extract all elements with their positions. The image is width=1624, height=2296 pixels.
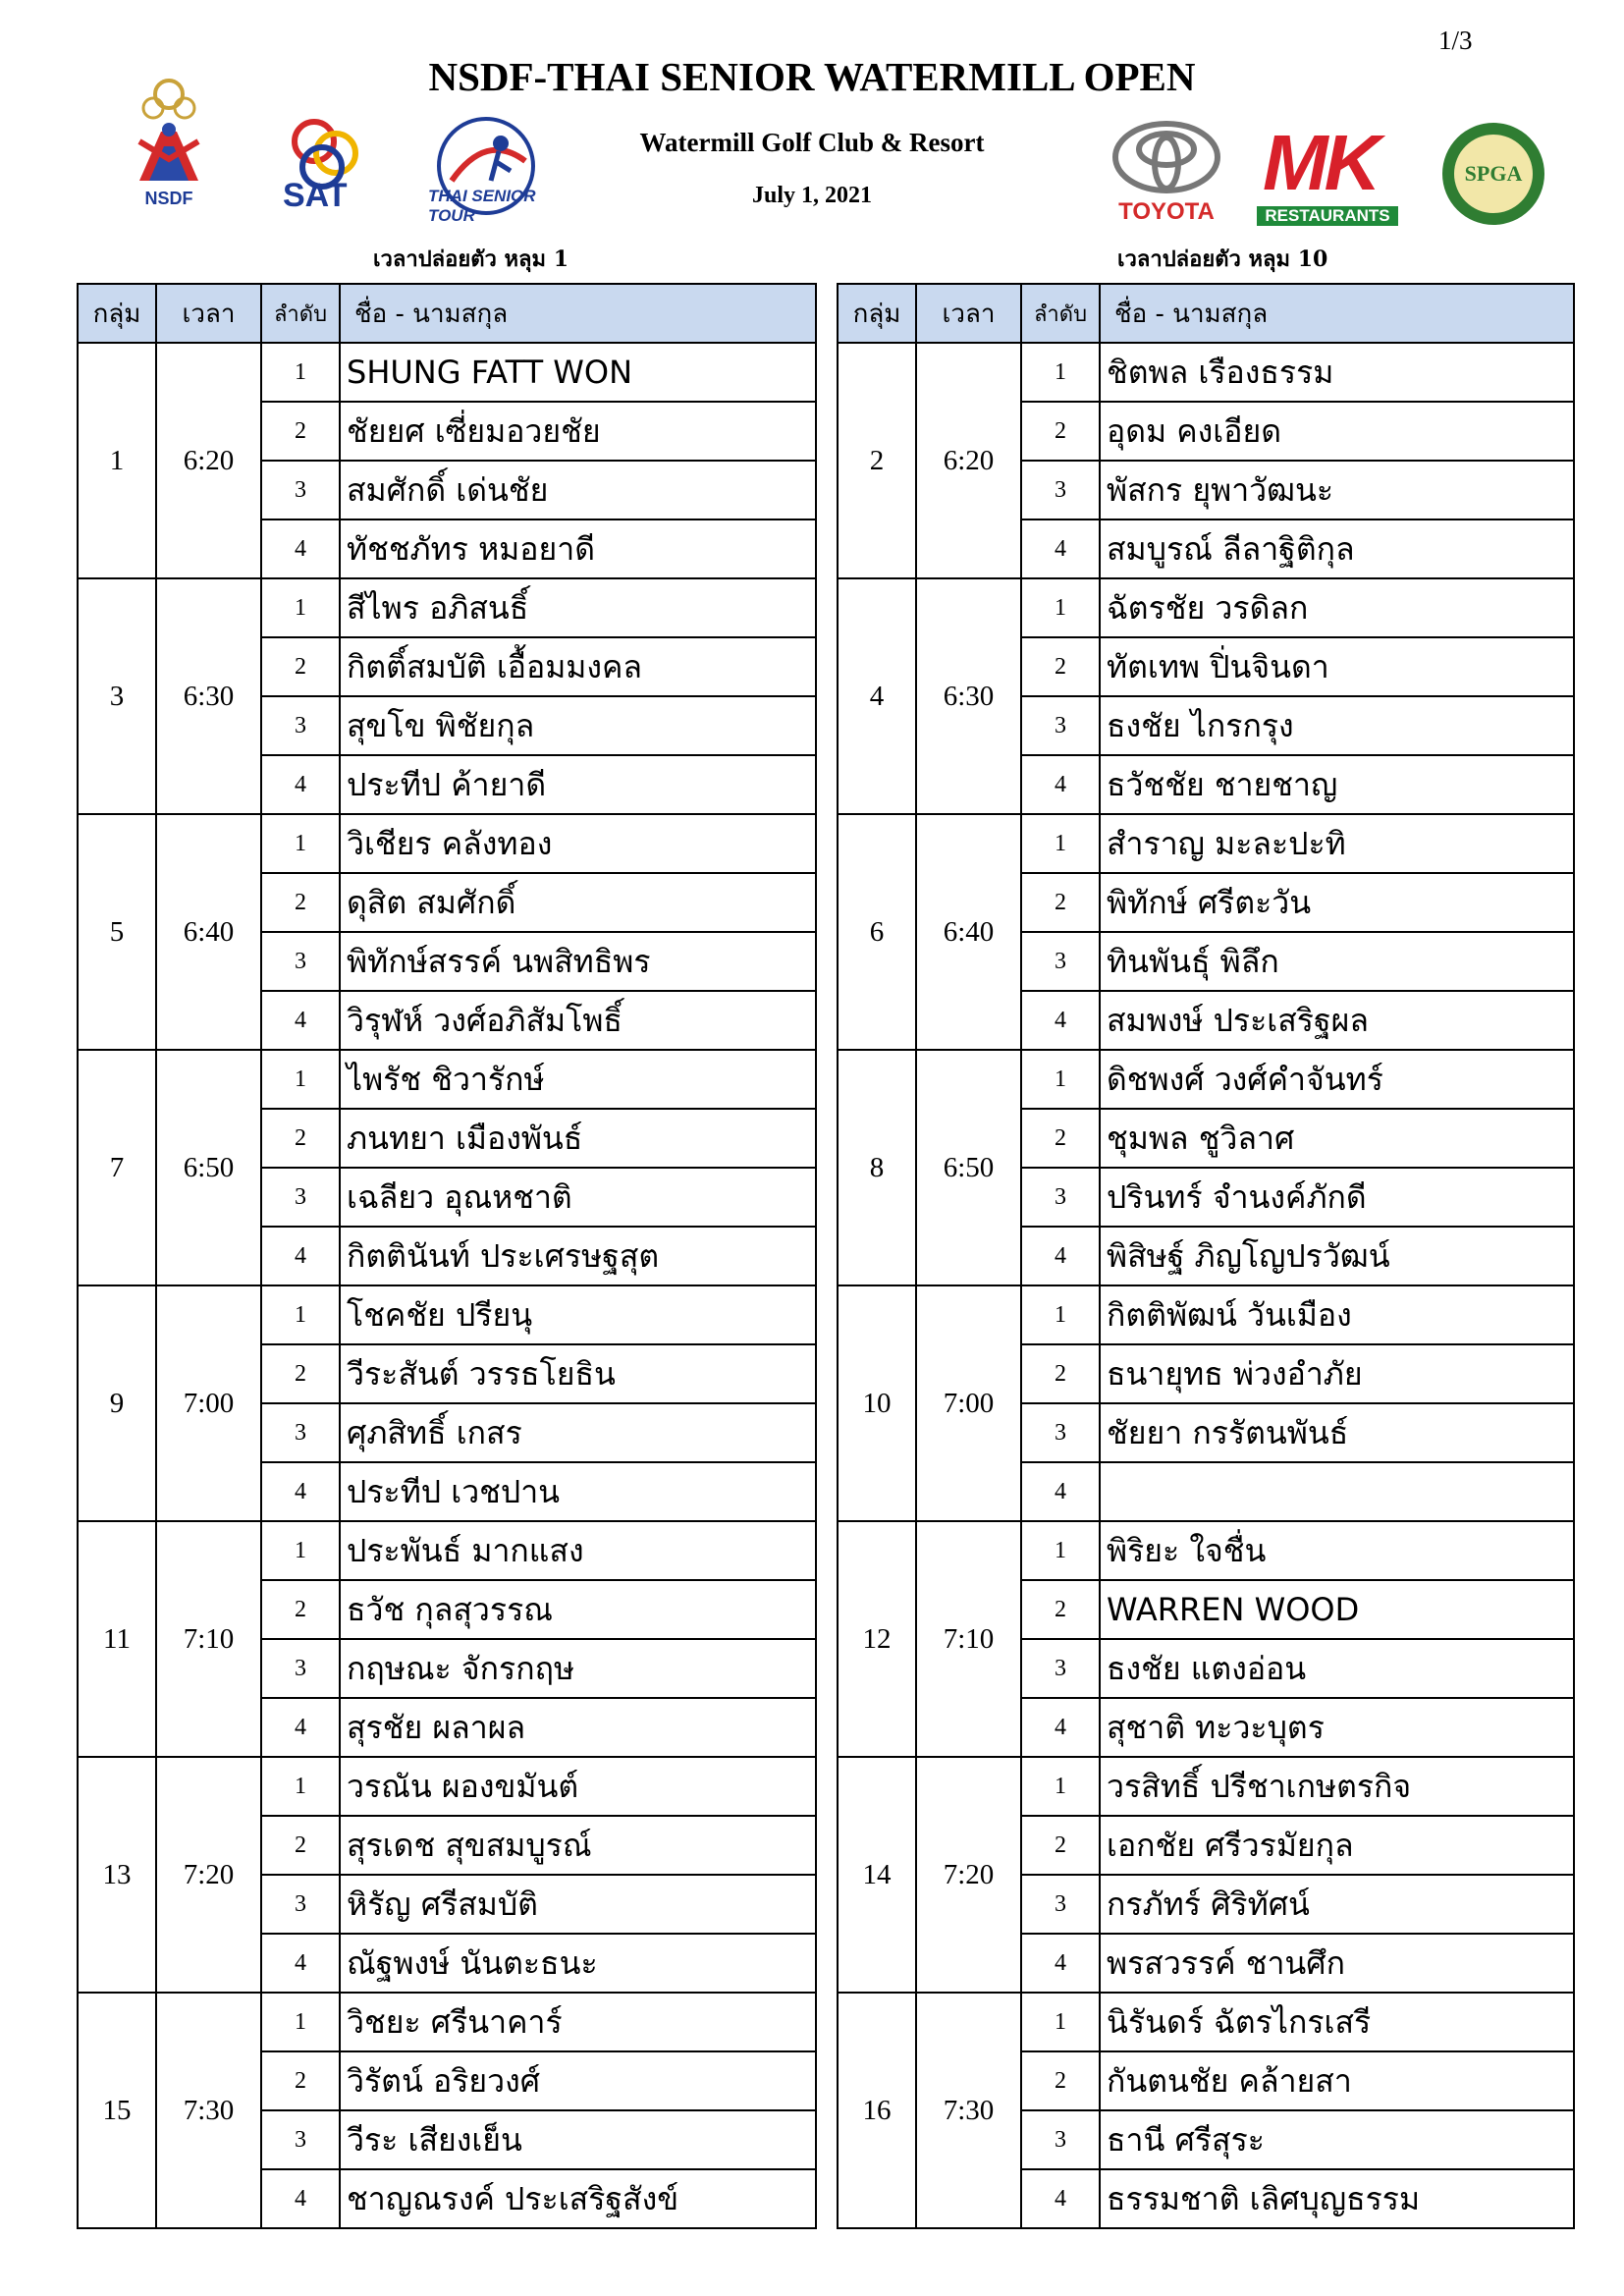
player-order: 4 [261,1934,340,1993]
player-name: ธงชัย ไกรกรุง [1100,696,1574,755]
player-name: สีไพร อภิสนธิ์ [340,578,816,637]
nsdf-logo-text: NSDF [144,189,193,208]
player-order: 2 [261,1109,340,1168]
player-order: 2 [261,402,340,461]
group-number: 8 [838,1050,916,1285]
player-order: 3 [1021,1168,1100,1227]
player-name: วิชยะ ศรีนาคาร์ [340,1993,816,2051]
player-order: 4 [1021,1698,1100,1757]
player-name: สุขโข พิชัยกุล [340,696,816,755]
tee-time: 7:00 [156,1285,261,1521]
player-order: 4 [261,519,340,578]
table-row [838,1521,1574,1580]
player-order: 2 [1021,2051,1100,2110]
player-order: 2 [1021,1344,1100,1403]
player-name: ภนทยา เมืองพันธ์ [340,1109,816,1168]
player-order: 3 [261,461,340,519]
player-order: 2 [1021,402,1100,461]
table-row [78,578,816,637]
player-name: วิเชียร คลังทอง [340,814,816,873]
player-name: นิรันดร์ ฉัตรไกรเสรี [1100,1993,1574,2051]
player-order: 4 [1021,755,1100,814]
player-order: 1 [261,1050,340,1109]
player-name: ทัชชภัทร หมอยาดี [340,519,816,578]
player-name: ธงชัย แตงอ่อน [1100,1639,1574,1698]
player-order: 2 [261,1580,340,1639]
player-name: สุรชัย ผลาผล [340,1698,816,1757]
player-order: 3 [1021,1875,1100,1934]
tee-time: 7:30 [156,1993,261,2228]
table-row [78,1050,816,1109]
player-order: 1 [1021,1050,1100,1109]
player-name: ธวัชชัย ชายชาญ [1100,755,1574,814]
column-header-group: กลุ่ม [78,284,156,343]
group-number: 11 [78,1521,156,1757]
player-name: ปรินทร์ จำนงค์ภักดี [1100,1168,1574,1227]
player-name: พิทักษ์ ศรีตะวัน [1100,873,1574,932]
player-order: 2 [261,1344,340,1403]
group-number: 10 [838,1285,916,1521]
player-order: 4 [1021,1227,1100,1285]
player-name: ฉัตรชัย วรดิลก [1100,578,1574,637]
player-order: 1 [1021,1757,1100,1816]
group-number: 1 [78,343,156,578]
tee-label-hole-10: เวลาปล่อยตัว หลุม 10 [1117,246,1328,272]
player-name: ไพรัช ชิวารักษ์ [340,1050,816,1109]
column-header-time: เวลา [916,284,1021,343]
player-name: วิรุฬห์ วงศ์อภิสัมโพธิ์ [340,991,816,1050]
tee-time: 6:30 [156,578,261,814]
player-order: 2 [1021,1580,1100,1639]
player-name: สมพงษ์ ประเสริฐผล [1100,991,1574,1050]
player-order: 1 [1021,1521,1100,1580]
group-number: 5 [78,814,156,1050]
player-name: วีระ เสียงเย็น [340,2110,816,2169]
table-row [838,814,1574,873]
tee-sheet-hole-10 [837,283,1575,2229]
sat-logo [275,112,373,220]
player-name: พัสกร ยุพาวัฒนะ [1100,461,1574,519]
player-order: 3 [1021,461,1100,519]
mk-restaurants-text: RESTAURANTS [1257,206,1398,226]
group-number: 4 [838,578,916,814]
tee-sheet-body [838,343,1574,2228]
table-row [838,578,1574,637]
tee-time: 7:30 [916,1993,1021,2228]
table-row [838,343,1574,402]
player-order: 2 [261,2051,340,2110]
tee-time: 7:10 [156,1521,261,1757]
spga-logo-text: SPGA [1464,161,1523,186]
player-order: 2 [261,873,340,932]
player-name: โชคชัย ปรียนุ [340,1285,816,1344]
table-row [838,1050,1574,1109]
player-name: ชุมพล ชูวิลาศ [1100,1109,1574,1168]
player-order: 2 [261,637,340,696]
column-header-order: ลำดับ [261,284,340,343]
table-row [78,343,816,402]
tee-time: 7:00 [916,1285,1021,1521]
table-row [78,1757,816,1816]
player-order: 1 [261,1285,340,1344]
player-name: SHUNG FATT WON [340,343,816,402]
player-name: ศุภสิทธิ์ เกสร [340,1403,816,1462]
player-name: ทัตเทพ ปิ่นจินดา [1100,637,1574,696]
player-order: 3 [1021,932,1100,991]
venue: Watermill Golf Club & Resort [639,128,985,157]
event-date: July 1, 2021 [751,183,872,208]
page-number: 1/3 [1438,26,1473,55]
player-order: 1 [1021,1993,1100,2051]
player-name: ธวัช กุลสุวรรณ [340,1580,816,1639]
player-order: 3 [261,2110,340,2169]
thai-senior-tour-logo [412,112,560,225]
player-name: สมศักดิ์ เด่นชัย [340,461,816,519]
player-order: 3 [261,1168,340,1227]
player-name: ทินพันธุ์ พิลึก [1100,932,1574,991]
column-header-name: ชื่อ - นามสกุล [1100,284,1574,343]
player-name: ประพันธ์ มากแสง [340,1521,816,1580]
player-name: ดิชพงศ์ วงศ์คำจันทร์ [1100,1050,1574,1109]
player-name: หิรัญ ศรีสมบัติ [340,1875,816,1934]
player-name: ประทีป ค้ายาดี [340,755,816,814]
tee-time: 7:20 [156,1757,261,1993]
group-number: 6 [838,814,916,1050]
player-order: 2 [1021,1816,1100,1875]
player-name [1100,1462,1574,1521]
tee-time: 6:20 [916,343,1021,578]
group-number: 12 [838,1521,916,1757]
table-row [78,1993,816,2051]
player-name: ธนายุทธ พ่วงอำภัย [1100,1344,1574,1403]
tee-time: 7:10 [916,1521,1021,1757]
player-order: 3 [261,696,340,755]
nsdf-logo [110,73,228,220]
player-name: สุรเดช สุขสมบูรณ์ [340,1816,816,1875]
mk-logo-text: MK [1263,119,1378,206]
player-name: ประทีป เวชปาน [340,1462,816,1521]
table-row [78,1285,816,1344]
player-order: 2 [1021,637,1100,696]
player-order: 2 [261,1816,340,1875]
player-order: 4 [261,1462,340,1521]
player-name: วีระสันต์ วรรธโยธิน [340,1344,816,1403]
player-order: 1 [261,1521,340,1580]
table-row [78,1521,816,1580]
player-name: ชิตพล เรืองธรรม [1100,343,1574,402]
player-name: ชาญณรงค์ ประเสริฐสังข์ [340,2169,816,2228]
player-name: กรภัทร์ ศิริทัศน์ [1100,1875,1574,1934]
player-name: ธรรมชาติ เลิศบุญธรรม [1100,2169,1574,2228]
group-number: 14 [838,1757,916,1993]
tee-label-hole-1: เวลาปล่อยตัว หลุม 1 [373,246,569,272]
player-order: 4 [1021,991,1100,1050]
tee-time: 6:20 [156,343,261,578]
group-number: 16 [838,1993,916,2228]
table-row [838,1285,1574,1344]
player-order: 3 [1021,2110,1100,2169]
player-name: พรสวรรค์ ชานศึก [1100,1934,1574,1993]
player-order: 1 [1021,1285,1100,1344]
player-order: 1 [261,578,340,637]
player-name: สำราญ มะละปะทิ [1100,814,1574,873]
tee-time: 7:20 [916,1757,1021,1993]
column-header-time: เวลา [156,284,261,343]
mk-restaurants-logo [1253,118,1400,236]
tee-time: 6:40 [156,814,261,1050]
player-order: 1 [261,814,340,873]
tee-time: 6:40 [916,814,1021,1050]
player-order: 1 [261,1757,340,1816]
player-name: พิสิษฐ์ ภิญโญปรวัฒน์ [1100,1227,1574,1285]
table-row [838,1757,1574,1816]
tee-time: 6:50 [916,1050,1021,1285]
player-order: 4 [261,2169,340,2228]
player-order: 4 [1021,1462,1100,1521]
player-name: ชัยยศ เซี่ยมอวยชัย [340,402,816,461]
player-order: 4 [1021,519,1100,578]
player-order: 4 [1021,2169,1100,2228]
table-header-row [78,284,816,343]
table-row [838,1993,1574,2051]
tee-sheet-hole-1 [77,283,817,2229]
player-name: ธานี ศรีสุระ [1100,2110,1574,2169]
spga-logo [1439,120,1547,228]
player-order: 3 [261,932,340,991]
table-row [78,814,816,873]
player-order: 4 [261,1227,340,1285]
group-number: 3 [78,578,156,814]
player-name: ชัยยา กรรัตนพันธ์ [1100,1403,1574,1462]
player-order: 3 [261,1639,340,1698]
group-number: 7 [78,1050,156,1285]
column-header-order: ลำดับ [1021,284,1100,343]
group-number: 9 [78,1285,156,1521]
column-header-name: ชื่อ - นามสกุล [340,284,816,343]
group-number: 15 [78,1993,156,2228]
player-name: กิตตินันท์ ประเศรษฐสุต [340,1227,816,1285]
toyota-logo [1108,120,1225,228]
player-name: พิริยะ ใจชื่น [1100,1521,1574,1580]
table-header-row [838,284,1574,343]
player-order: 4 [261,755,340,814]
player-name: กิตติพัฒน์ วันเมือง [1100,1285,1574,1344]
player-order: 4 [261,1698,340,1757]
player-name: WARREN WOOD [1100,1580,1574,1639]
player-order: 1 [1021,814,1100,873]
player-name: เฉลียว อุณหชาติ [340,1168,816,1227]
player-name: ดุสิต สมศักดิ์ [340,873,816,932]
player-order: 3 [1021,1639,1100,1698]
player-name: ณัฐพงษ์ นันตะธนะ [340,1934,816,1993]
player-name: กิตติ์สมบัติ เอื้อมมงคล [340,637,816,696]
player-order: 1 [1021,343,1100,402]
player-order: 1 [1021,578,1100,637]
column-header-group: กลุ่ม [838,284,916,343]
sat-logo-text: SAT [283,177,348,214]
player-name: วรสิทธิ์ ปรีชาเกษตรกิจ [1100,1757,1574,1816]
group-number: 13 [78,1757,156,1993]
player-order: 2 [1021,1109,1100,1168]
player-name: อุดม คงเอียด [1100,402,1574,461]
player-name: วรณัน ผองขมันต์ [340,1757,816,1816]
player-name: สมบูรณ์ ลีลาฐิติกุล [1100,519,1574,578]
tee-time: 6:50 [156,1050,261,1285]
toyota-logo-text: TOYOTA [1118,198,1215,225]
player-name: กฤษณะ จักรกฤษ [340,1639,816,1698]
player-order: 3 [261,1403,340,1462]
player-order: 3 [261,1875,340,1934]
player-order: 1 [261,1993,340,2051]
thai-senior-tour-text: THAI SENIOR TOUR [428,187,536,225]
tee-sheet-body [78,343,816,2228]
player-name: สุชาติ ทะวะบุตร [1100,1698,1574,1757]
player-name: พิทักษ์สรรค์ นพสิทธิพร [340,932,816,991]
player-order: 3 [1021,696,1100,755]
player-order: 2 [1021,873,1100,932]
player-order: 4 [1021,1934,1100,1993]
player-order: 1 [261,343,340,402]
player-order: 4 [261,991,340,1050]
tee-time: 6:30 [916,578,1021,814]
player-name: เอกชัย ศรีวรมัยกุล [1100,1816,1574,1875]
group-number: 2 [838,343,916,578]
player-order: 3 [1021,1403,1100,1462]
player-name: กันตนชัย คล้ายสา [1100,2051,1574,2110]
event-title: NSDF-THAI SENIOR WATERMILL OPEN [428,54,1196,99]
player-name: วิรัตน์ อริยวงศ์ [340,2051,816,2110]
